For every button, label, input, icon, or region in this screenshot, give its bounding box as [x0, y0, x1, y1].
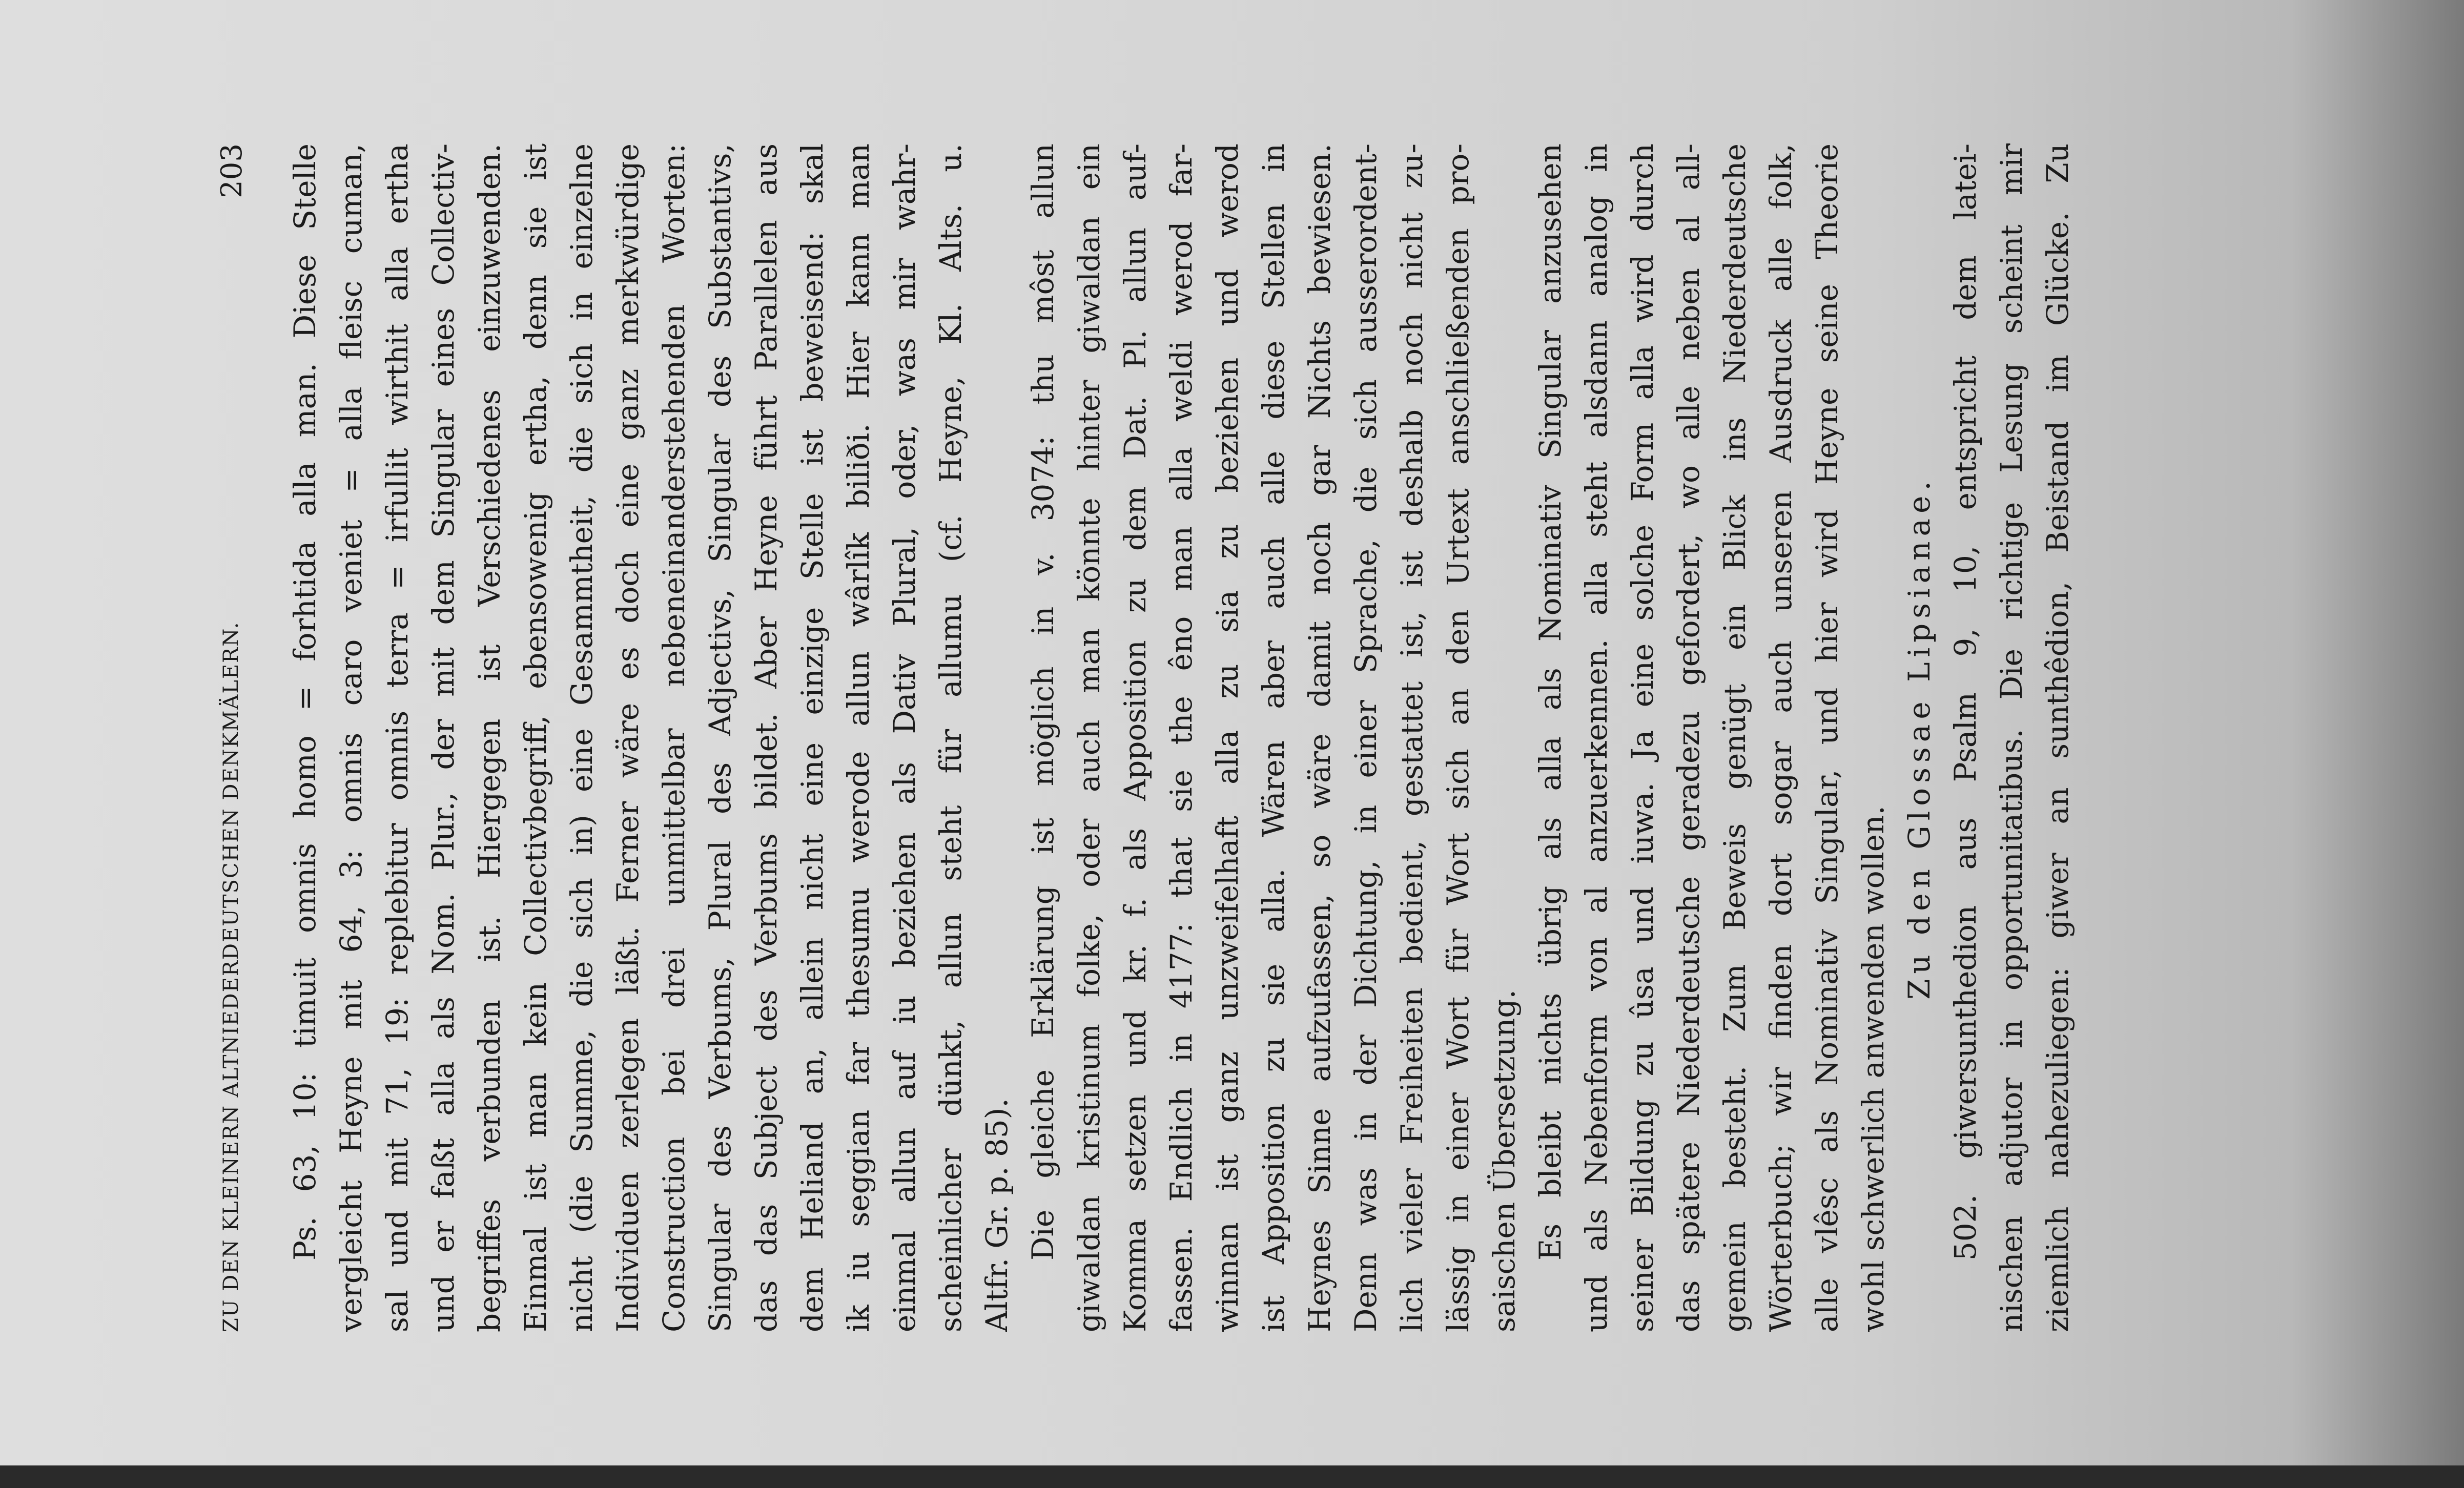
text-line: seiner Bildung zu ûsa und iuwa. Ja eine solche Form alla wird durch	[1625, 143, 1660, 1332]
text-line: scheinlicher dünkt, allun steht für allumu (cf. Heyne, Kl. Alts. u.	[933, 143, 968, 1332]
text-line: Wörterbuch; wir finden dort sogar auch unseren Ausdruck alle folk,	[1763, 143, 1798, 1332]
text-line: das das Subject des Verbums bildet. Aber Heyne führt Parallelen aus	[749, 143, 784, 1332]
scan-bottom-edge	[0, 1465, 2464, 1488]
running-title: ZU DEN KLEINERN ALTNIEDERDEUTSCHEN DENKMÄLERN.	[219, 621, 243, 1332]
text-line: wohl schwerlich anwenden wollen.	[1856, 805, 1891, 1332]
text-line: alle vlêsc als Nominativ Singular, und hier wird Heyne seine Theorie	[1810, 143, 1844, 1332]
text-line: Denn was in der Dichtung, in einer Sprache, die sich ausserordent-	[1348, 143, 1383, 1332]
text-line: einmal allun auf iu beziehen als Dativ Plural, oder, was mir wahr-	[887, 143, 922, 1332]
text-line: vergleicht Heyne mit 64, 3: omnis caro veniet = alla fleisc cuman,	[334, 143, 368, 1332]
text-line: und er faßt alla als Nom. Plur., der mit dem Singular eines Collectiv-	[426, 143, 461, 1332]
text-line: nischen adjutor in opportunitatibus. Die richtige Lesung scheint mir	[1994, 143, 2029, 1332]
text-line: und als Nebenform von al anzuerkennen. alla steht alsdann analog in	[1579, 143, 1614, 1332]
text-line: Individuen zerlegen läßt. Ferner wäre es doch eine ganz merkwürdige	[610, 143, 645, 1332]
text-line: Heynes Sinne aufzufassen, so wäre damit noch gar Nichts bewiesen.	[1302, 143, 1337, 1332]
section-heading: Zu den Glossae Lipsianae.	[1902, 476, 1937, 1000]
text-line: Ps. 63, 10: timuit omnis homo = forhtida alla man. Diese Stelle	[288, 143, 322, 1260]
text-line: winnan ist ganz unzweifelhaft alla zu sia zu beziehen und werod	[1210, 143, 1245, 1332]
text-line: giwaldan kristinum folke, oder auch man könnte hinter giwaldan ein	[1072, 143, 1106, 1332]
text-line: ziemlich nahezuliegen: giwer an sunthêdion, Beistand im Glücke. Zu	[2040, 143, 2075, 1332]
text-line: nicht (die Summe, die sich in) eine Gesammtheit, die sich in einzelne	[564, 143, 599, 1332]
text-line: Komma setzen und kr. f. als Apposition zu dem Dat. Pl. allun auf-	[1118, 143, 1153, 1332]
text-line: fassen. Endlich in 4177: that sie the êno man alla weldi werod far-	[1164, 143, 1199, 1332]
text-line: lässig in einer Wort für Wort sich an den Urtext anschließenden pro-	[1441, 143, 1475, 1332]
rotated-book-page	[215, 143, 2075, 1332]
text-line: lich vieler Freiheiten bedient, gestattet ist, ist deshalb noch nicht zu-	[1394, 143, 1429, 1332]
text-line: Singular des Verbums, Plural des Adjectivs, Singular des Substantivs,	[703, 143, 737, 1332]
text-line: gemein besteht. Zum Beweis genügt ein Blick ins Niederdeutsche	[1717, 143, 1752, 1332]
text-line: Es bleibt nichts übrig als alla als Nominativ Singular anzusehen	[1533, 143, 1568, 1260]
text-line: saischen Übersetzung.	[1487, 989, 1522, 1332]
text-line: sal und mit 71, 19: replebitur omnis terra = irfullit wirthit alla ertha	[380, 143, 415, 1332]
page-body	[282, 143, 2081, 1332]
text-line: ist Apposition zu sie alla. Wären aber auch alle diese Stellen in	[1256, 143, 1291, 1332]
text-line: Die gleiche Erklärung ist möglich in v. 3074: thu môst allun	[1025, 143, 1060, 1260]
text-line: Altfr. Gr. p. 85).	[979, 1098, 1014, 1332]
text-line: dem Heliand an, allein nicht eine einzige Stelle ist beweisend: skal	[795, 143, 830, 1332]
page-number: 203	[215, 143, 249, 198]
text-line: das spätere Niederdeutsche geradezu gefordert, wo alle neben al all-	[1671, 143, 1706, 1332]
running-head	[215, 143, 251, 1332]
text-line: Einmal ist man kein Collectivbegriff, ebensowenig ertha, denn sie ist	[518, 143, 553, 1332]
text-line: ik iu seggian far thesumu werode allun wârlîk biliði. Hier kann man	[841, 143, 876, 1332]
text-line: 502. giwersunthedion aus Psalm 9, 10, entspricht dem latei-	[1948, 143, 1983, 1260]
text-line: begriffes verbunden ist. Hiergegen ist Verschiedenes einzuwenden.	[472, 143, 507, 1332]
text-line: Construction bei drei unmittelbar nebeneinanderstehenden Worten:	[656, 143, 691, 1332]
